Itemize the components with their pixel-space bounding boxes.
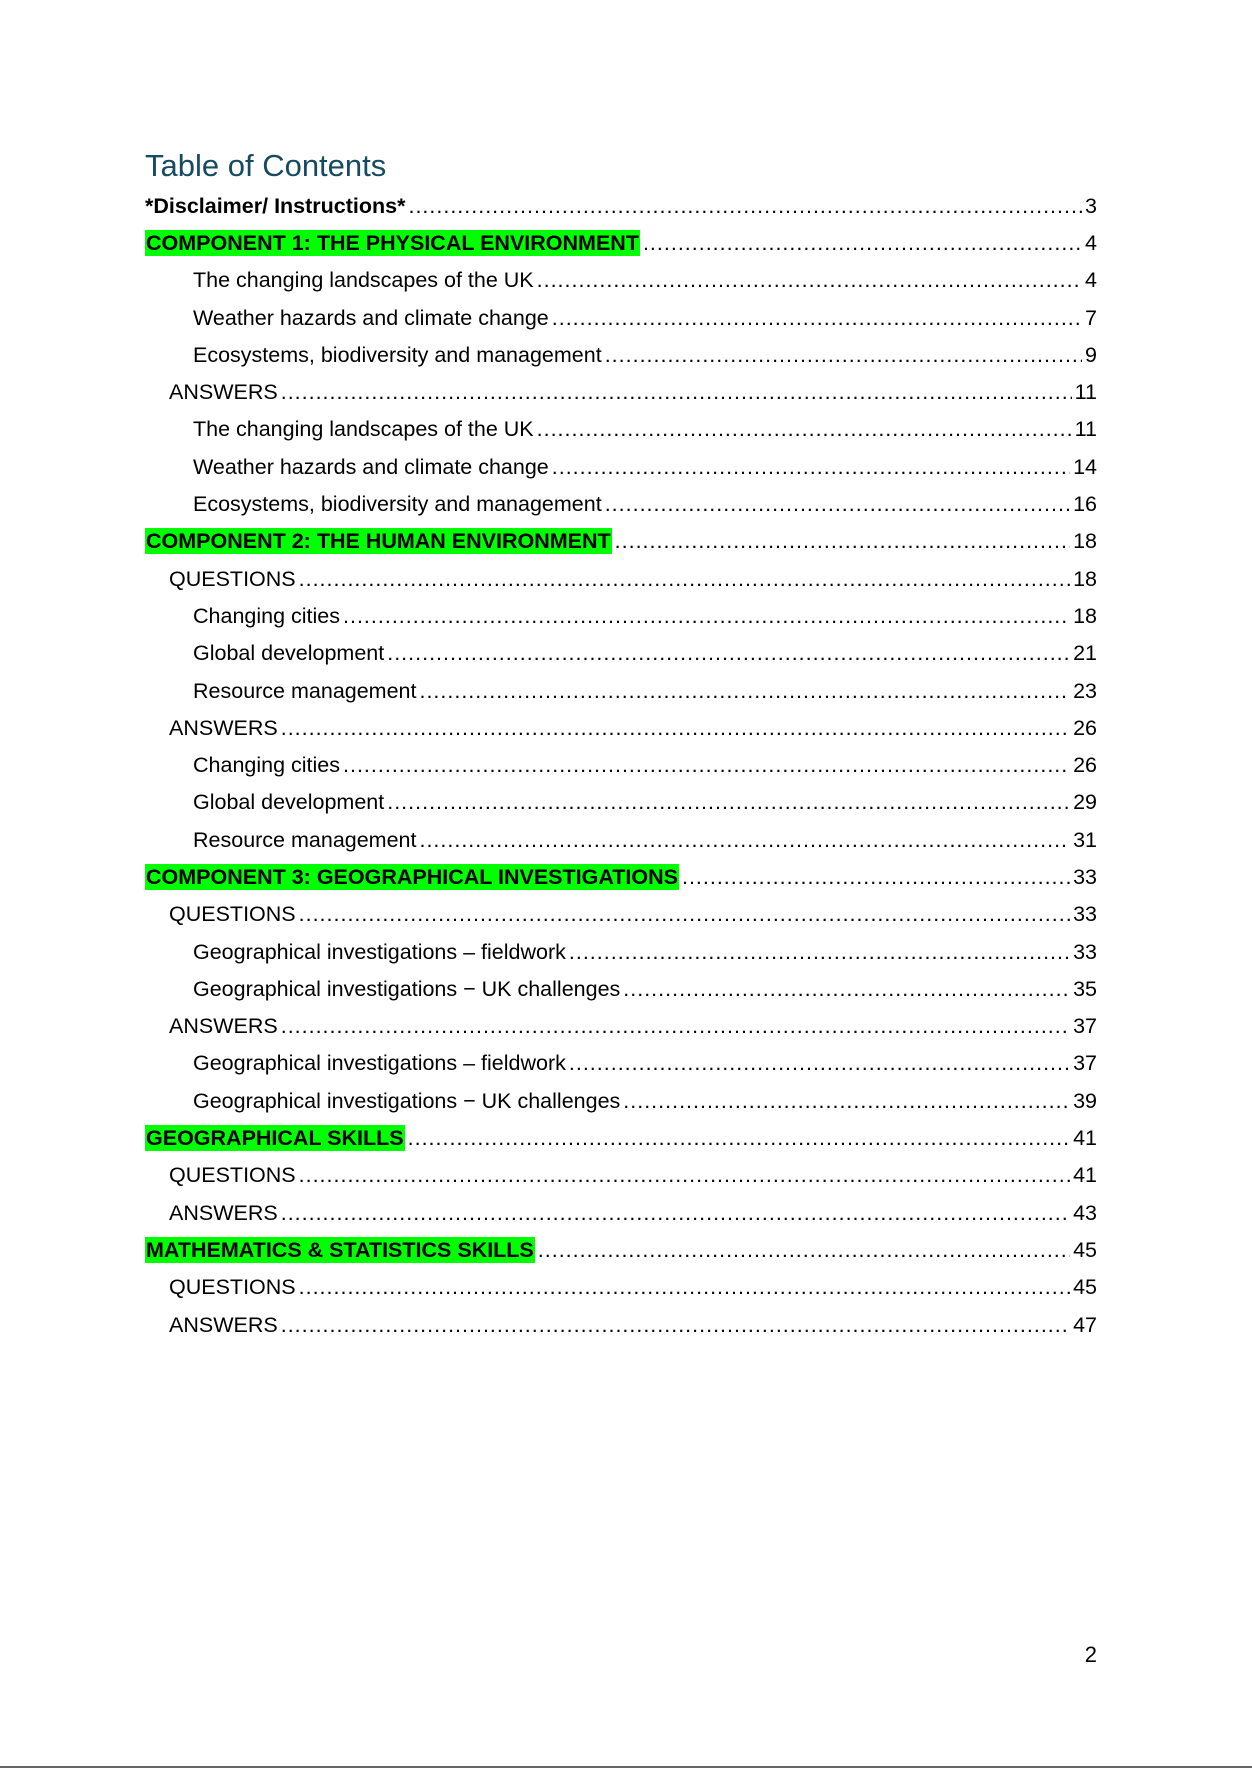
toc-entry[interactable] <box>145 896 1097 933</box>
toc-entry[interactable] <box>145 1157 1097 1194</box>
toc-entry[interactable] <box>145 560 1097 597</box>
toc-dot-leader <box>605 342 1082 368</box>
toc-entry-page-number: 37 <box>1073 1014 1097 1039</box>
toc-dot-leader <box>343 752 1070 778</box>
toc-entry[interactable] <box>145 187 1097 224</box>
toc-entry[interactable] <box>145 635 1097 672</box>
toc-entry-label: ANSWERS <box>169 1200 278 1225</box>
toc-dot-leader <box>281 379 1072 405</box>
toc-entry[interactable] <box>145 411 1097 448</box>
toc-entry-page-number: 9 <box>1085 342 1097 367</box>
toc-entry-label: Geographical investigations − UK challenges <box>193 1088 621 1113</box>
toc-entry-page-number: 18 <box>1073 529 1097 554</box>
toc-entry[interactable] <box>145 1045 1097 1082</box>
toc-entry[interactable] <box>145 1231 1097 1268</box>
toc-entry-page-number: 4 <box>1085 268 1097 293</box>
toc-entry[interactable] <box>145 933 1097 970</box>
toc-dot-leader <box>387 789 1070 815</box>
toc-entry-label: ANSWERS <box>169 715 278 740</box>
toc-dot-leader <box>623 976 1070 1002</box>
toc-entry-page-number: 7 <box>1085 305 1097 330</box>
toc-entry[interactable] <box>145 597 1097 634</box>
toc-entry[interactable] <box>145 299 1097 336</box>
toc-entry-page-number: 39 <box>1073 1088 1097 1113</box>
page-number: 2 <box>1084 1642 1097 1667</box>
toc-entry-page-number: 45 <box>1073 1237 1097 1262</box>
toc-entry[interactable] <box>145 523 1097 560</box>
toc-dot-leader <box>408 193 1082 219</box>
toc-dot-leader <box>281 1312 1070 1338</box>
toc-entry-label: The changing landscapes of the UK <box>193 268 534 293</box>
table-of-contents <box>145 187 1097 1343</box>
toc-entry-label: Global development <box>193 790 385 815</box>
toc-entry-page-number: 47 <box>1073 1312 1097 1337</box>
toc-entry-label: COMPONENT 3: GEOGRAPHICAL INVESTIGATIONS <box>146 864 678 889</box>
toc-entry-label: Resource management <box>193 827 417 852</box>
toc-entry[interactable] <box>145 746 1097 783</box>
toc-entry-page-number: 21 <box>1073 641 1097 666</box>
toc-entry-label: Weather hazards and climate change <box>193 454 549 479</box>
toc-entry-page-number: 26 <box>1073 753 1097 778</box>
toc-dot-leader <box>299 1274 1070 1300</box>
toc-entry-label: Weather hazards and climate change <box>193 305 549 330</box>
toc-entry-label: ANSWERS <box>169 1312 278 1337</box>
toc-title: Table of Contents <box>145 148 387 183</box>
toc-entry-page-number: 16 <box>1073 492 1097 517</box>
toc-entry-page-number: 31 <box>1073 827 1097 852</box>
toc-entry-label: Global development <box>193 641 385 666</box>
toc-entry-page-number: 18 <box>1073 566 1097 591</box>
toc-dot-leader <box>552 454 1070 480</box>
toc-entry-label: QUESTIONS <box>169 1163 296 1188</box>
toc-entry[interactable] <box>145 821 1097 858</box>
toc-dot-leader <box>615 528 1070 554</box>
toc-entry-page-number: 18 <box>1073 603 1097 628</box>
toc-dot-leader <box>538 1237 1070 1263</box>
toc-entry-label: Geographical investigations – fieldwork <box>193 939 566 964</box>
toc-entry[interactable] <box>145 224 1097 261</box>
toc-dot-leader <box>419 827 1070 853</box>
toc-entry[interactable] <box>145 858 1097 895</box>
toc-entry[interactable] <box>145 709 1097 746</box>
toc-entry-label: QUESTIONS <box>169 1275 296 1300</box>
toc-dot-leader <box>299 1162 1070 1188</box>
toc-entry[interactable] <box>145 336 1097 373</box>
toc-entry-label: Geographical investigations − UK challenges <box>193 976 621 1001</box>
toc-entry-page-number: 11 <box>1074 380 1097 405</box>
toc-dot-leader <box>537 416 1072 442</box>
toc-entry[interactable] <box>145 1008 1097 1045</box>
toc-entry-label: QUESTIONS <box>169 902 296 927</box>
toc-entry-label: Changing cities <box>193 753 341 778</box>
toc-dot-leader <box>623 1088 1070 1114</box>
toc-entry-page-number: 14 <box>1073 454 1097 479</box>
toc-entry-page-number: 29 <box>1073 790 1097 815</box>
toc-entry-label: COMPONENT 1: THE PHYSICAL ENVIRONMENT <box>146 230 639 255</box>
toc-dot-leader <box>419 678 1070 704</box>
toc-entry-label: GEOGRAPHICAL SKILLS <box>146 1126 404 1151</box>
toc-entry-label: ANSWERS <box>169 1014 278 1039</box>
toc-dot-leader <box>281 715 1070 741</box>
toc-entry[interactable] <box>145 1119 1097 1156</box>
toc-entry-page-number: 11 <box>1074 417 1097 442</box>
toc-entry-label: Resource management <box>193 678 417 703</box>
toc-entry-page-number: 4 <box>1085 230 1097 255</box>
toc-entry[interactable] <box>145 970 1097 1007</box>
toc-entry-page-number: 33 <box>1073 864 1097 889</box>
toc-entry-label: *Disclaimer/ Instructions* <box>145 193 406 218</box>
toc-dot-leader <box>299 901 1070 927</box>
toc-entry-label: COMPONENT 2: THE HUMAN ENVIRONMENT <box>146 529 611 554</box>
toc-entry[interactable] <box>145 1306 1097 1343</box>
toc-entry-label: Ecosystems, biodiversity and management <box>193 492 602 517</box>
toc-entry[interactable] <box>145 1269 1097 1306</box>
toc-dot-leader <box>408 1125 1070 1151</box>
toc-entry-label: MATHEMATICS & STATISTICS SKILLS <box>146 1237 534 1262</box>
toc-entry-label: Ecosystems, biodiversity and management <box>193 342 602 367</box>
toc-dot-leader <box>569 1050 1070 1076</box>
toc-entry[interactable] <box>145 784 1097 821</box>
toc-entry-label: Geographical investigations – fieldwork <box>193 1051 566 1076</box>
toc-entry-page-number: 37 <box>1073 1051 1097 1076</box>
toc-entry-page-number: 26 <box>1073 715 1097 740</box>
toc-entry[interactable] <box>145 373 1097 410</box>
toc-entry-page-number: 35 <box>1073 976 1097 1001</box>
toc-dot-leader <box>682 864 1070 890</box>
toc-entry-page-number: 43 <box>1073 1200 1097 1225</box>
toc-entry-page-number: 33 <box>1073 902 1097 927</box>
toc-entry-page-number: 33 <box>1073 939 1097 964</box>
toc-entry[interactable] <box>145 485 1097 522</box>
toc-entry-page-number: 41 <box>1073 1163 1097 1188</box>
toc-dot-leader <box>552 305 1082 331</box>
toc-entry-page-number: 41 <box>1073 1126 1097 1151</box>
toc-entry-label: The changing landscapes of the UK <box>193 417 534 442</box>
toc-entry[interactable] <box>145 672 1097 709</box>
toc-entry-page-number: 23 <box>1073 678 1097 703</box>
toc-entry-label: QUESTIONS <box>169 566 296 591</box>
toc-entry[interactable] <box>145 262 1097 299</box>
toc-entry[interactable] <box>145 1082 1097 1119</box>
toc-entry[interactable] <box>145 448 1097 485</box>
toc-dot-leader <box>281 1013 1070 1039</box>
toc-dot-leader <box>643 230 1082 256</box>
toc-dot-leader <box>537 267 1082 293</box>
toc-dot-leader <box>281 1200 1070 1226</box>
toc-entry-page-number: 45 <box>1073 1275 1097 1300</box>
toc-dot-leader <box>387 640 1070 666</box>
toc-entry-page-number: 3 <box>1085 193 1097 218</box>
toc-dot-leader <box>299 566 1070 592</box>
toc-dot-leader <box>569 939 1070 965</box>
toc-dot-leader <box>605 491 1070 517</box>
toc-dot-leader <box>343 603 1070 629</box>
toc-entry[interactable] <box>145 1194 1097 1231</box>
toc-entry-label: Changing cities <box>193 603 341 628</box>
toc-entry-label: ANSWERS <box>169 380 278 405</box>
